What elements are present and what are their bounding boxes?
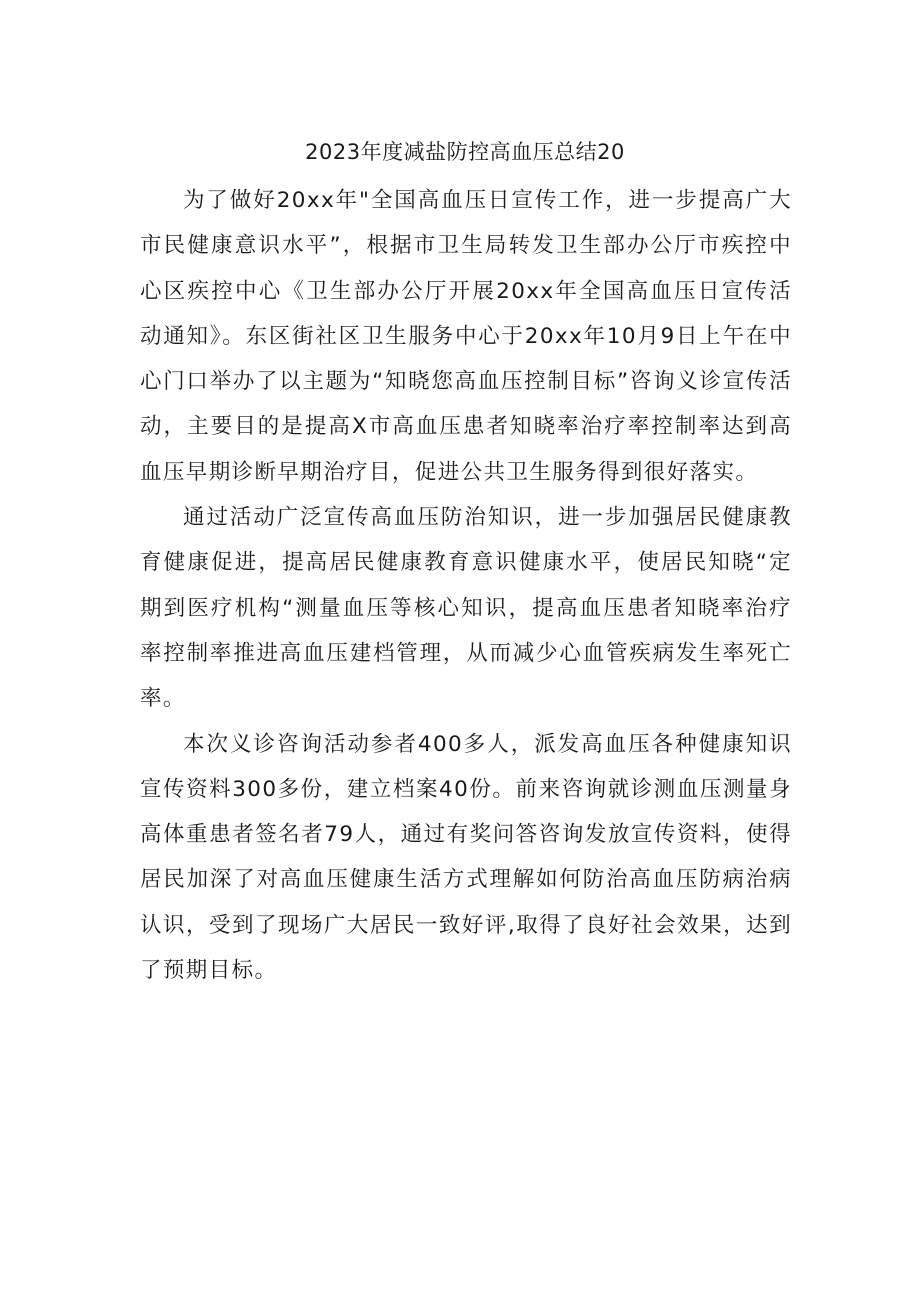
paragraph-2: 通过活动广泛宣传高血压防治知识，进一步加强居民健康教育健康促进，提高居民健康教育意识健康水平，使居民知晓“定期到医疗机构“测量血压等核心知识，提高血压患者知晓率治疗率控制率推进高血压建档管理，从而减少心血管疾病发生率死亡率。	[140, 505, 792, 712]
paragraph-3: 本次义诊咨询活动参者400多人，派发高血压各种健康知识宣传资料300多份，建立档案40份。前来咨询就诊测血压测量身高体重患者签名者79人，通过有奖问答咨询发放宣传资料，使得居民加深了对高血压健康生活方式理解如何防治高血压防病治病认识，受到了现场广大居民一致好评,取得了良好社会效果，达到了预期目标。	[140, 731, 792, 984]
paragraph-1: 为了做好20xx年"全国高血压日宣传工作，进一步提高广大市民健康意识水平”，根据市卫生局转发卫生部办公厅市疾控中心区疾控中心《卫生部办公厅开展20xx年全国高血压日宣传活动通知》。东区街社区卫生服务中心于20xx年10月9日上午在中心门口举办了以主题为“知晓您高血压控制目标”咨询义诊宣传活动，主要目的是提高X市高血压患者知晓率治疗率控制率达到高血压早期诊断早期治疗目，促进公共卫生服务得到很好落实。	[140, 188, 792, 485]
document-title: 2023年度减盐防控高血压总结20	[305, 140, 625, 164]
document-body	[140, 178, 792, 993]
